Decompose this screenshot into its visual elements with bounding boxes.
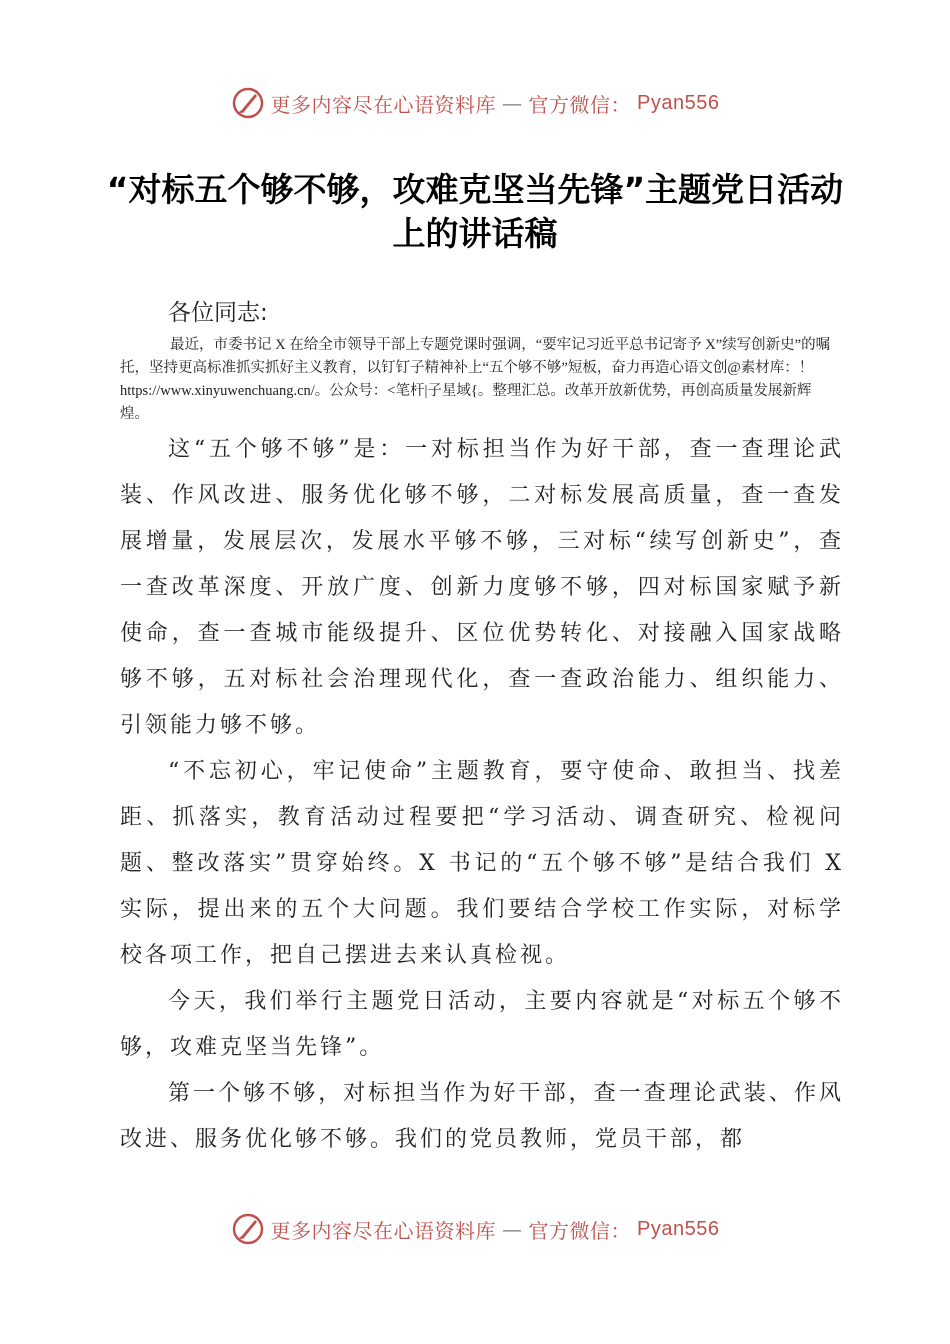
paragraph: “不忘初心，牢记使命”主题教育，要守使命、敢担当、找差距、抓落实，教育活动过程要把“学习活动、调查研究、检视问题、整改落实”贯穿始终。X 书记的“五个够不够”是结合我们 X 实际，提出来的五个大问题。我们要结合学校工作实际，对标学校各项工作，把自己摆进去来认真检视。 bbox=[120, 759, 844, 968]
intro-paragraph: 最近，市委书记 X 在给全市领导干部上专题党课时强调，“要牢记习近平总书记寄予 X”续写创新史”的嘱托，坚持更高标准抓实抓好主义教育，以钉钉子精神补上“五个够不够”短板，奋力再造心语文创@素材库：！https://www.xinyuwenchuang.cn/。公众号：<笔杆|子星域{。整理汇总。改革开放新优势，再创高质量发展新辉煌。 bbox=[120, 337, 831, 422]
quill-logo-icon bbox=[231, 1212, 265, 1246]
paragraph: 第一个够不够，对标担当作为好干部，查一查理论武装、作风改进、服务优化够不够。我们的党员教师，党员干部，都 bbox=[120, 1081, 844, 1152]
banner-wechat: Pyan556 bbox=[637, 91, 720, 114]
banner-separator: — bbox=[502, 1217, 523, 1241]
body-text bbox=[120, 427, 844, 1163]
banner-tail: 官方微信： bbox=[528, 92, 632, 117]
paragraph: 今天，我们举行主题党日活动，主要内容就是“对标五个够不够，攻难克坚当先锋”。 bbox=[120, 989, 844, 1060]
header-banner bbox=[0, 86, 950, 120]
document-title: “对标五个够不够，攻难克坚当先锋”主题党日活动上的讲话稿 bbox=[106, 170, 844, 253]
footer-banner bbox=[0, 1212, 950, 1246]
salutation: 各位同志: bbox=[168, 300, 268, 326]
banner-text: 更多内容尽在心语资料库 bbox=[270, 1218, 497, 1243]
banner-separator: — bbox=[502, 91, 523, 115]
banner-wechat: Pyan556 bbox=[637, 1217, 720, 1240]
quill-logo-icon bbox=[231, 86, 265, 120]
banner-text: 更多内容尽在心语资料库 bbox=[270, 92, 497, 117]
paragraph: 这“五个够不够”是：一对标担当作为好干部，查一查理论武装、作风改进、服务优化够不够，二对标发展高质量，查一查发展增量，发展层次，发展水平够不够，三对标“续写创新史”，查一查改革深度、开放广度、创新力度够不够，四对标国家赋予新使命，查一查城市能级提升、区位优势转化、对接融入国家战略够不够，五对标社会治理现代化，查一查政治能力、组织能力、引领能力够不够。 bbox=[120, 437, 844, 738]
banner-tail: 官方微信： bbox=[528, 1218, 632, 1243]
